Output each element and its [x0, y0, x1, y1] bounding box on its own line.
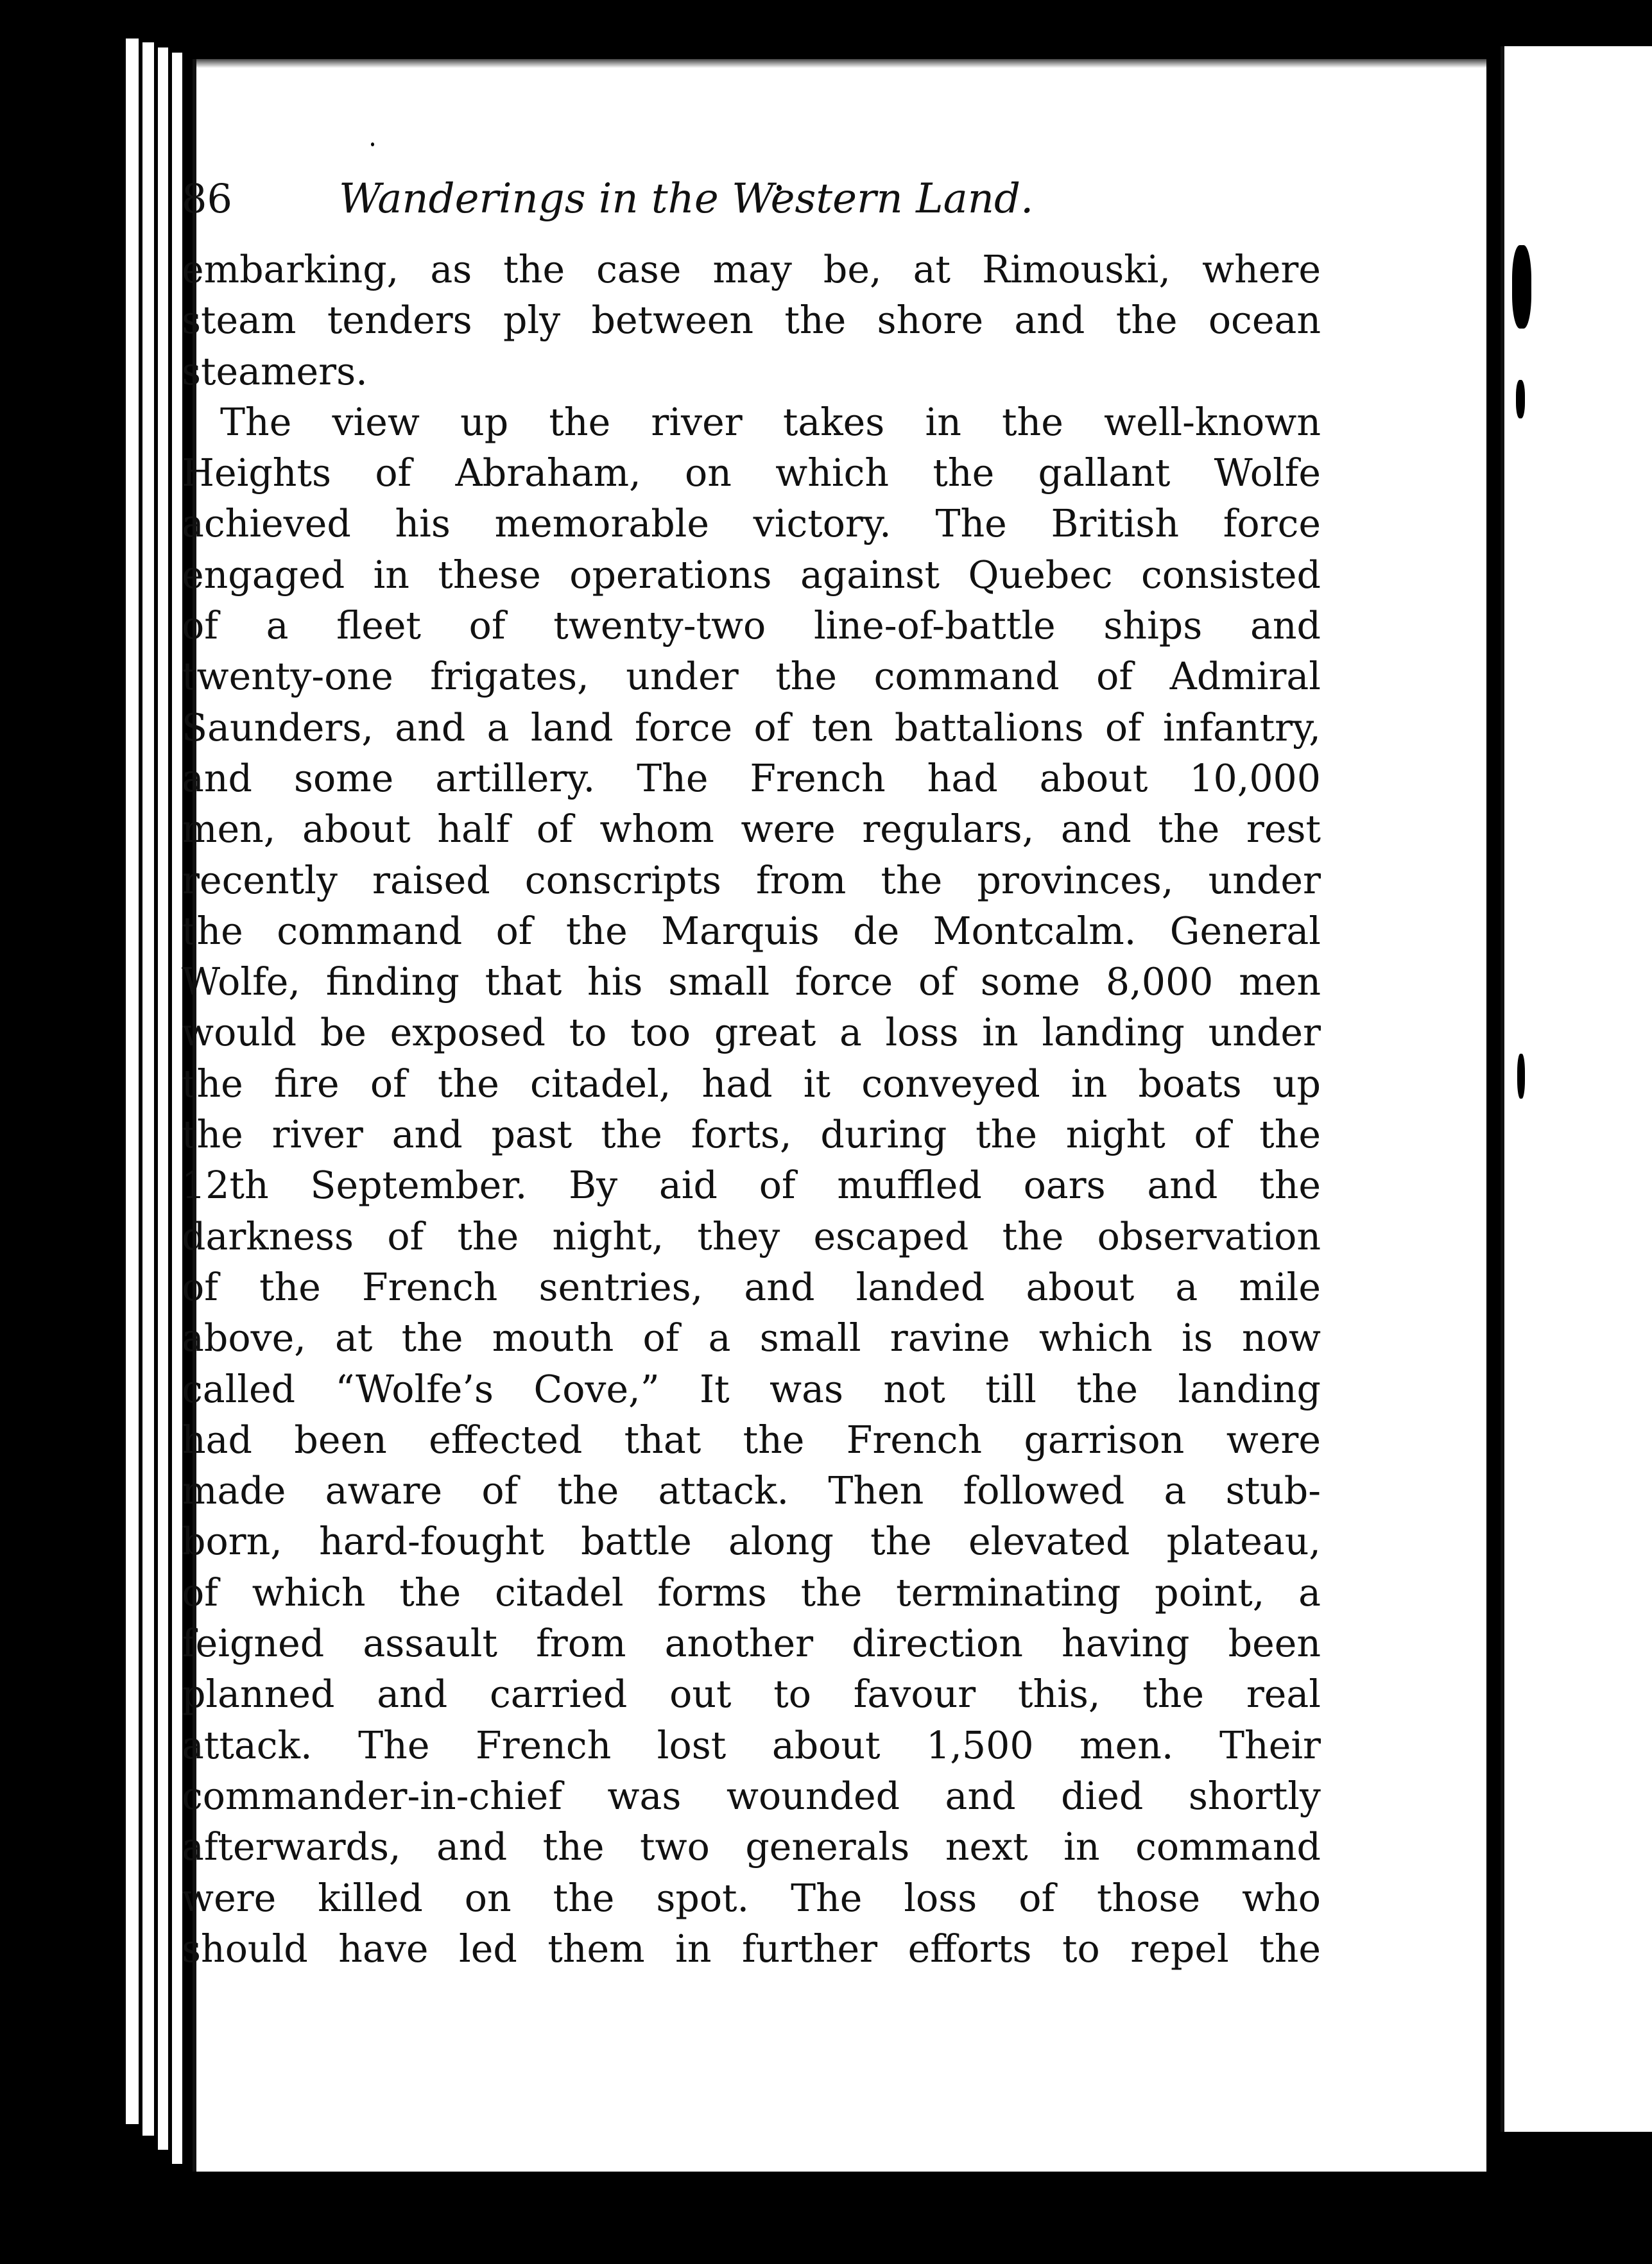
- text-line: Heights of Abraham, on which the gallant Wolfe: [182, 451, 1321, 495]
- text-line: men, about half of whom were regulars, and the rest: [182, 807, 1321, 852]
- text-line: attack. The French lost about 1,500 men. Their: [182, 1723, 1321, 1767]
- text-line: above, at the mouth of a small ravine which is now: [182, 1316, 1321, 1360]
- ink-blot: [1512, 245, 1531, 329]
- text-line: born, hard-fought battle along the elevated plateau,: [182, 1520, 1321, 1564]
- text-line: the river and past the forts, during the night of the: [182, 1113, 1321, 1157]
- text-line: twenty-one frigates, under the command of Admiral: [182, 655, 1321, 699]
- text-line: would be exposed to too great a loss in landing under: [182, 1011, 1321, 1055]
- text-line: commander-in-chief was wounded and died shortly: [182, 1774, 1321, 1818]
- next-page-edge: [1501, 46, 1652, 2132]
- text-line: afterwards, and the two generals next in command: [182, 1825, 1321, 1869]
- page-edge: [158, 47, 171, 2150]
- text-line: steam tenders ply between the shore and the ocean: [182, 298, 1321, 343]
- ink-speck: [1063, 2183, 1068, 2195]
- text-line: The view up the river takes in the well-known: [220, 400, 1321, 444]
- text-line: called “Wolfe’s Cove,” It was not till the landing: [182, 1367, 1321, 1411]
- text-line: the command of the Marquis de Montcalm. General: [182, 909, 1321, 953]
- page-edge: [142, 42, 157, 2136]
- running-title: Wanderings in the Western Land.: [339, 175, 1034, 223]
- text-line: steamers.: [182, 349, 368, 393]
- text-line: had been effected that the French garrison were: [182, 1418, 1321, 1462]
- text-line: feigned assault from another direction having been: [182, 1622, 1321, 1666]
- running-header: [182, 160, 1311, 237]
- text-line: Saunders, and a land force of ten battalions of infantry,: [182, 705, 1321, 750]
- text-line: planned and carried out to favour this, the real: [182, 1672, 1321, 1717]
- text-line: 12th September. By aid of muffled oars and the: [182, 1163, 1321, 1208]
- text-line: Wolfe, finding that his small force of some 8,000 men: [182, 960, 1321, 1004]
- text-line: the fire of the citadel, had it conveyed in boats up: [182, 1061, 1321, 1106]
- text-line: recently raised conscripts from the provinces, under: [182, 858, 1321, 902]
- text-line: of a fleet of twenty-two line-of-battle ships and: [182, 604, 1321, 648]
- text-line: of the French sentries, and landed about a mile: [182, 1265, 1321, 1309]
- ink-blot: [1517, 1054, 1525, 1099]
- text-line: and some artillery. The French had about 10,000: [182, 756, 1321, 800]
- page-shadow: [196, 59, 1486, 68]
- text-line: were killed on the spot. The loss of those who: [182, 1876, 1321, 1920]
- text-line: achieved his memorable victory. The British force: [182, 502, 1321, 546]
- text-line: engaged in these operations against Quebec consisted: [182, 553, 1321, 597]
- text-line: of which the citadel forms the terminating point, a: [182, 1570, 1321, 1615]
- text-line: darkness of the night, they escaped the observation: [182, 1214, 1321, 1258]
- text-line: made aware of the attack. Then followed a stub-: [182, 1469, 1321, 1513]
- page-edge: [126, 39, 141, 2124]
- text-line: embarking, as the case may be, at Rimouski, where: [182, 248, 1321, 291]
- body-text: [182, 244, 1321, 1975]
- ink-blot: [1516, 380, 1525, 418]
- page-number: 86: [182, 175, 232, 222]
- text-line: should have led them in further efforts to repel the: [182, 1926, 1321, 1971]
- ink-speck: [371, 142, 374, 146]
